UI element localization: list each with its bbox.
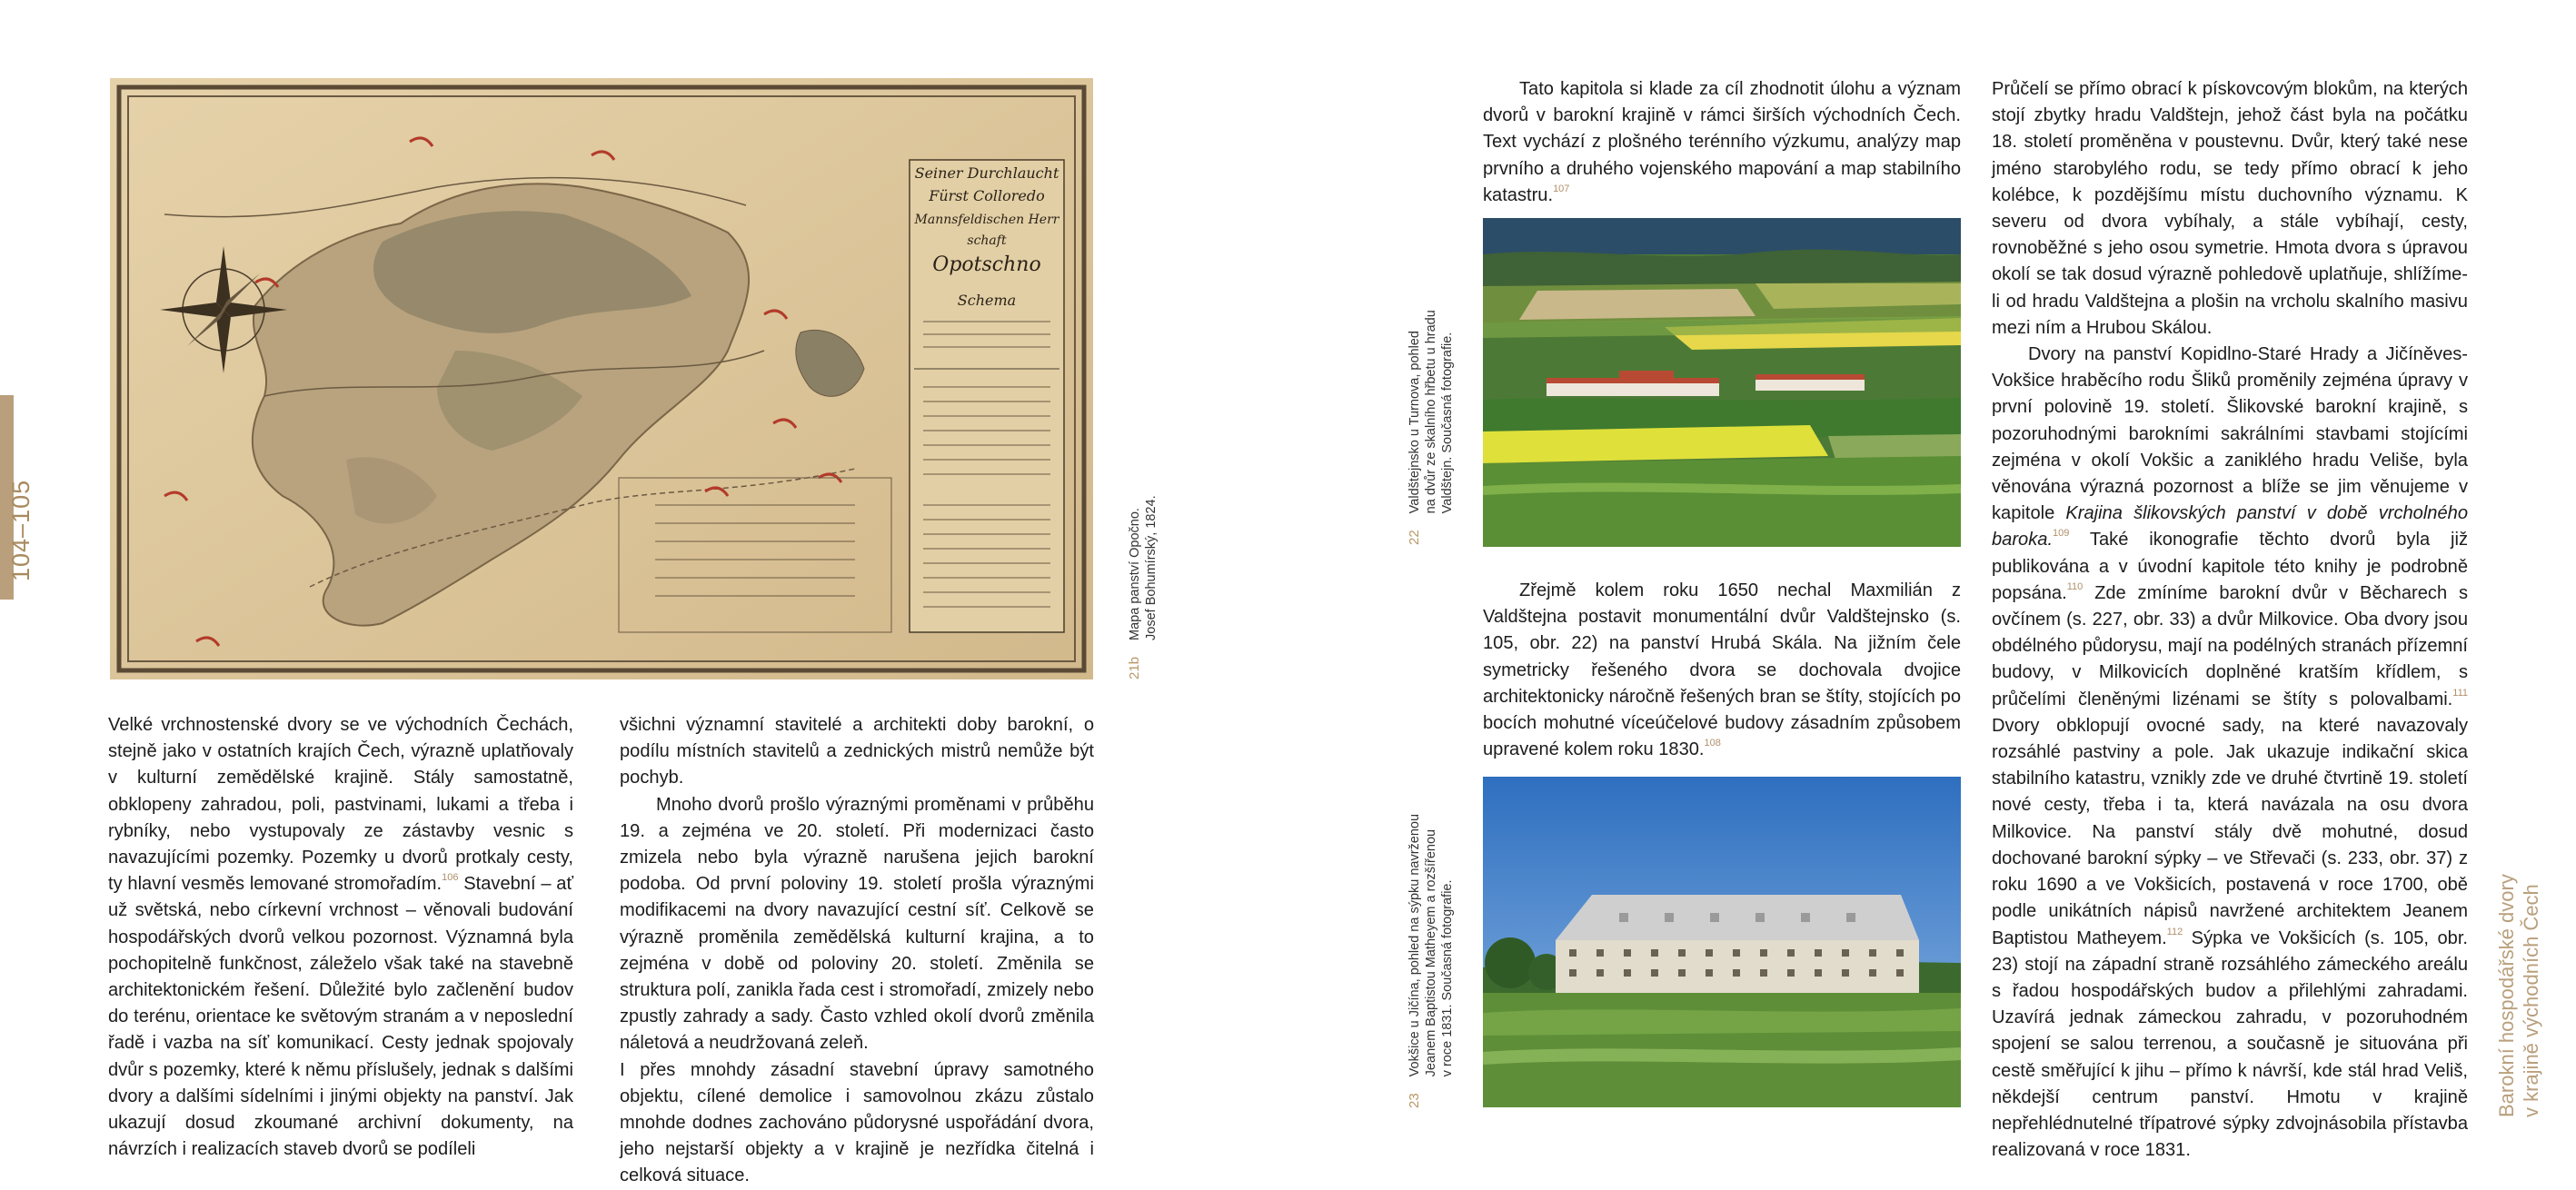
paragraph-text: Také ikonografie těchto dvorů byla již publikována a v úvodní kapitole této knihy je podrobně popsána. bbox=[1992, 530, 2468, 603]
paragraph-text: Dvory obklopují ovocné sady, na které navazovaly rozsáhlé pastviny a pole. Jak ukazuje indikační skica stabilního katastru, vznikly zde ve druhé čtvrtině 19. století nové cesty, třeba i ta, která navázala na osu dvora Milkovice. Na panství stály dvě mohutné, dosud dochované barokní sýpky – ve Střevači (s. 233, obr. 37) z roku 1690 a ve Vokšicích, postavená v roce 1700, obě podle unikátních nápisů navržené architektem Jeanem Baptistou Matheyem. bbox=[1992, 715, 2468, 948]
map-title-line-1: Seiner Durchlaucht bbox=[914, 164, 1059, 182]
map-title-line-2: Fürst Colloredo bbox=[929, 187, 1045, 204]
caption-line: Mapa panství Opočno. bbox=[1128, 508, 1142, 640]
map-image-opocno bbox=[110, 78, 1093, 679]
running-head-line: v krajině východních Čech bbox=[2520, 884, 2542, 1117]
caption-line: na dvůr ze skalního hřbetu u hradu bbox=[1424, 310, 1438, 514]
paragraph: I přes mnohdy zásadní stavební úpravy samotného objektu, cílené demolice i samovolnou zkázu zůstalo mnohde dodnes zachováno půdorysné uspořádání dvora, jeho nejstarší objekty a v krajině je nezřídka čitelná i celková situace. bbox=[620, 1059, 1094, 1186]
caption-number: 21b bbox=[1127, 656, 1142, 679]
right-middle-column-bottom bbox=[1483, 578, 1961, 763]
right-column bbox=[1992, 76, 2468, 1164]
paragraph-text: Dvory na panství Kopidlno-Staré Hrady a Jičíněves-Vokšice hraběcího rodu Šliků proměnily zejména úpravy v první polovině 19. století. Šlikovské barokní krajině, s pozoruhodnými barokními sakrálními stavbami stojícími zejména v okolí Vokšic a zaniklého hradu Veliše, byla věnována výrazná pozornost a blíže se jim věnujeme v kapitole bbox=[1992, 344, 2468, 524]
caption-line: v roce 1831. Současná fotografie. bbox=[1440, 879, 1455, 1077]
paragraph: všichni významní stavitelé a architekti doby barokní, o podílu místních stavitelů a zednických mistrů nemůže být pochyb. bbox=[620, 715, 1094, 788]
caption-number: 23 bbox=[1407, 1093, 1422, 1108]
footnote-ref: 110 bbox=[2066, 580, 2084, 592]
paragraph-text: Tato kapitola si klade za cíl zhodnotit úlohu a význam dvorů v barokní krajině v rámci širších východních Čech. Text vychází z plošného terénního výzkumu, analýzy map prvního a druhého vojenského mapování a map stabilního katastru. bbox=[1483, 79, 1961, 205]
chapter-title-reference: Krajina šlikovských panství v době vrcholného baroka. bbox=[1992, 503, 2468, 550]
map-title-line-5: Opotschno bbox=[932, 253, 1041, 276]
photo-voksice-granary bbox=[1483, 777, 1961, 1107]
caption-number: 22 bbox=[1407, 530, 1422, 545]
footnote-ref: 111 bbox=[2452, 687, 2468, 699]
caption-line: Valdštejn. Současná fotografie. bbox=[1440, 332, 1455, 514]
photo-23-caption bbox=[1407, 814, 1456, 1108]
paragraph-text: Velké vrchnostenské dvory se ve východních Čechách, stejně jako v ostatních krajích Čech, výrazně uplatňovaly v kulturní zemědělské krajině. Stály samostatně, obklopeny zahradou, poli, pastvinami, lukami a třeba i rybníky, nebo vystupovaly ze zástavby vesnic s navazujícími pozemky. Pozemky u dvorů protkaly cesty, ty hlavní vesměs lemované stromořadím. bbox=[108, 715, 573, 895]
map-title-line-4: schaft bbox=[967, 233, 1007, 248]
caption-line: Vokšice u Jičína, pohled na sýpku navrženou bbox=[1407, 813, 1422, 1077]
photo-22-caption bbox=[1407, 310, 1456, 545]
footnote-ref: 106 bbox=[442, 872, 459, 884]
map-title-line-3: Mannsfeldischen Herr bbox=[914, 213, 1059, 227]
paragraph: Mnoho dvorů prošlo výraznými proměnami v průběhu 19. a zejména ve 20. století. Při modernizaci často zmizela nebo byla výrazně narušena jejich barokní podoba. Od první poloviny 19. století prošla výraznými modifikacemi na dvory navazující cestní síť. Celkově se výrazně proměnila zemědělská kulturní krajina, a to zejména v době od poloviny 20. století. Změnila se struktura polí, zanikla řada cest i stromořadí, zmizely nebo zpustly zahrady a sady. Často vzhled okolí dvorů změnila náletová a neudržovaná zeleň. bbox=[620, 794, 1094, 1054]
paragraph-text: Zde zmíníme barokní dvůr v Běcharech s ovčínem (s. 227, obr. 33) a dvůr Milkovice. Oba dvory jsou obdélného půdorysu, mají na podélných stranách přízemní budovy, v Milkovicích doplněné kratším křídlem, s průčelími členěnými lizénami se štíty s polovalbami. bbox=[1992, 582, 2468, 709]
footnote-ref: 112 bbox=[2166, 926, 2183, 937]
footnote-ref: 108 bbox=[1704, 738, 1721, 749]
map-caption bbox=[1127, 495, 1159, 679]
paragraph-text: Zřejmě kolem roku 1650 nechal Maxmilián z Valdštejna postavit monumentální dvůr Valdštejnsko (s. 105, obr. 22) na panství Hrubá Skála. Na jižním čele symetricky řešeného dvora se dochovala dvojice architektonicky náročně řešených bran se štíty, stojících po bocích mohutné víceúčelové budovy zásadním způsobem upravené kolem roku 1830. bbox=[1483, 580, 1961, 760]
page-numbers: 104–105 bbox=[7, 479, 35, 581]
running-head bbox=[2494, 874, 2543, 1117]
left-column-2 bbox=[620, 712, 1094, 1190]
paragraph-text: Sýpka ve Vokšicích (s. 105, obr. 23) stojí na západní straně rozsáhlého zámeckého areálu s řadou hospodářských budov a přilehlými zahradami. Uzavírá jednak zámeckou zahradu, v pozoruhodném spojení se salou terrenou, a současně je situována při cestě směřující k jihu – přímo k návrší, kde stál hrad Veliš, někdejší centrum panství. Hmotu v krajině nepřehlédnutelné třípatrové sýpky zdvojnásobila přístavba realizovaná v roce 1831. bbox=[1992, 927, 2468, 1161]
paragraph-text: Stavební – ať už světská, nebo církevní vrchnost – věnovali budování hospodářských dvorů velkou pozornost. Významná byla pochopitelně funkčnost, záleželo však také na stavebně architektonickém řešení. Důležité bylo začlenění budov do terénu, orientace ke světovým stranám a v neposlední řadě i vazba na síť komunikací. Cesty jednak spojovaly dvůr s pozemky, které k němu příslušely, jednak s dalšími dvory a dalšími sídelními i jinými objekty na panství. Jak ukazují dosud zkoumané archivní dokumenty, na návrzích i realizacích staveb dvorů se podíleli bbox=[108, 874, 573, 1160]
right-middle-column-top bbox=[1483, 76, 1961, 209]
footnote-ref: 109 bbox=[2053, 528, 2070, 540]
caption-line: Josef Bohumírský, 1824. bbox=[1144, 495, 1159, 640]
caption-line: Jeanem Baptistou Matheyem a rozšířenou bbox=[1424, 828, 1438, 1077]
left-column-1 bbox=[108, 712, 573, 1163]
footnote-ref: 107 bbox=[1553, 183, 1570, 194]
photo-valdstejnsko bbox=[1483, 218, 1961, 547]
caption-line: Valdštejnsko u Turnova, pohled bbox=[1407, 331, 1422, 514]
map-schema-label: Schema bbox=[957, 292, 1017, 309]
running-head-line: Barokní hospodářské dvory bbox=[2495, 874, 2518, 1117]
paragraph: Průčelí se přímo obrací k pískovcovým blokům, na kterých stojí zbytky hradu Valdštejn, jehož část byla na počátku 18. století proměněna v poustevnu. Dvůr, který také nese jméno starobylého rodu, se tedy přímo obrací k jeho kolébce, k pozdějšímu místu duchovního významu. K severu od dvora vybíhaly, a stále vybíhají, cesty, rovnoběžné s jeho osou symetrie. Hmota dvora s úpravou okolí se tak dosud výrazně pohledově uplatňuje, shlížíme-li od hradu Valdštejna a plošin na vrcholu skalního masivu mezi ním a Hrubou Skálou. bbox=[1992, 79, 2468, 338]
